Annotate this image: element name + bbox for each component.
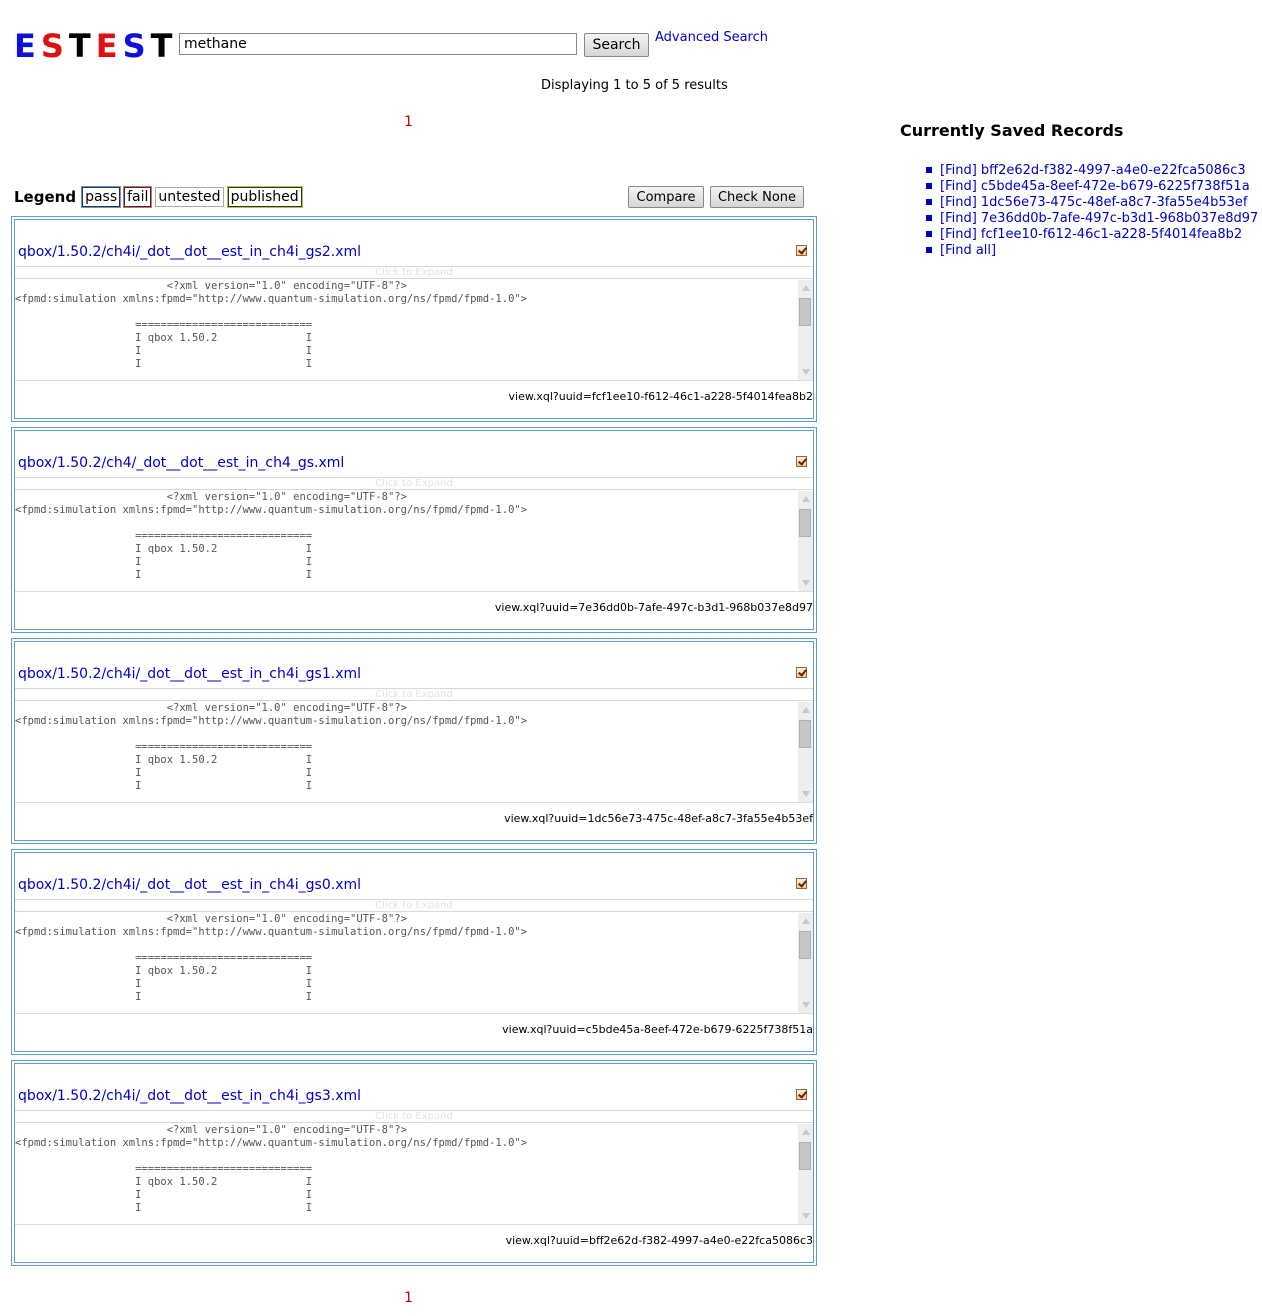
record-body bbox=[14, 430, 814, 630]
scroll-thumb[interactable] bbox=[799, 720, 811, 748]
record-select-checkbox[interactable] bbox=[796, 456, 807, 467]
scroll-up-arrow-icon[interactable] bbox=[802, 707, 810, 713]
record-preview[interactable] bbox=[15, 280, 813, 381]
scroll-down-arrow-icon[interactable] bbox=[802, 1002, 810, 1008]
record-select-checkbox[interactable] bbox=[796, 878, 807, 889]
scroll-thumb[interactable] bbox=[799, 1142, 811, 1170]
click-to-expand[interactable]: Click to Expand bbox=[15, 688, 813, 701]
record-select-checkbox[interactable] bbox=[796, 1089, 807, 1100]
advanced-search-link[interactable]: Advanced Search bbox=[655, 30, 769, 45]
record-preview[interactable] bbox=[15, 491, 813, 592]
legend-published: published bbox=[228, 187, 302, 207]
results-summary: Displaying 1 to 5 of 5 results bbox=[541, 78, 728, 93]
record-title-link[interactable]: qbox/1.50.2/ch4i/_dot__dot__est_in_ch4i_gs0.xml bbox=[18, 877, 361, 893]
estest-logo[interactable] bbox=[14, 26, 177, 66]
record-view-link[interactable]: view.xql?uuid=1dc56e73-475c-48ef-a8c7-3fa55e4b53ef bbox=[504, 812, 813, 825]
record-view-link[interactable]: view.xql?uuid=c5bde45a-8eef-472e-b679-6225f738f51a bbox=[502, 1023, 813, 1036]
record-body bbox=[14, 219, 814, 419]
record-title-link[interactable]: qbox/1.50.2/ch4i/_dot__dot__est_in_ch4i_gs2.xml bbox=[18, 244, 361, 260]
record-body bbox=[14, 641, 814, 841]
record-select-checkbox[interactable] bbox=[796, 667, 807, 678]
record-title-link[interactable]: qbox/1.50.2/ch4i/_dot__dot__est_in_ch4i_gs1.xml bbox=[18, 666, 361, 682]
scroll-down-arrow-icon[interactable] bbox=[802, 369, 810, 375]
click-to-expand[interactable]: Click to Expand bbox=[15, 477, 813, 490]
page-link-bottom[interactable]: 1 bbox=[404, 1290, 413, 1306]
result-record bbox=[11, 427, 817, 633]
click-to-expand[interactable]: Click to Expand bbox=[15, 899, 813, 912]
record-title-link[interactable]: qbox/1.50.2/ch4/_dot__dot__est_in_ch4_gs.xml bbox=[18, 455, 345, 471]
saved-records-title: Currently Saved Records bbox=[900, 121, 1124, 140]
page-link-top[interactable]: 1 bbox=[404, 114, 413, 130]
legend-title: Legend bbox=[14, 188, 77, 206]
scroll-down-arrow-icon[interactable] bbox=[802, 791, 810, 797]
record-preview-text: <?xml version="1.0" encoding="UTF-8"?> <fpmd:simulation xmlns:fpmd="http://www.quantum-simulation.org/ns/fpmd/fpmd-1.0"> ============================ I qbox 1.50.2 I I I I I bbox=[15, 913, 528, 1003]
logo-letter: E bbox=[95, 27, 123, 65]
preview-scrollbar[interactable] bbox=[798, 491, 813, 591]
find-all-link[interactable]: [Find all] bbox=[926, 243, 1258, 259]
saved-record-link[interactable]: [Find] fcf1ee10-f612-46c1-a228-5f4014fea8b2 bbox=[926, 227, 1258, 243]
record-preview-text: <?xml version="1.0" encoding="UTF-8"?> <fpmd:simulation xmlns:fpmd="http://www.quantum-simulation.org/ns/fpmd/fpmd-1.0"> ============================ I qbox 1.50.2 I I I I I bbox=[15, 702, 528, 792]
record-view-link[interactable]: view.xql?uuid=fcf1ee10-f612-46c1-a228-5f4014fea8b2 bbox=[508, 390, 813, 403]
record-body bbox=[14, 852, 814, 1052]
scroll-thumb[interactable] bbox=[799, 298, 811, 326]
preview-scrollbar[interactable] bbox=[798, 913, 813, 1013]
record-view-link[interactable]: view.xql?uuid=bff2e62d-f382-4997-a4e0-e22fca5086c3 bbox=[505, 1234, 813, 1247]
logo-letter: T bbox=[150, 27, 178, 65]
saved-records-list bbox=[926, 163, 1258, 259]
logo-letter: E bbox=[14, 27, 41, 65]
preview-scrollbar[interactable] bbox=[798, 702, 813, 802]
logo-letter: T bbox=[68, 27, 96, 65]
scroll-thumb[interactable] bbox=[799, 931, 811, 959]
legend bbox=[14, 185, 302, 209]
scroll-up-arrow-icon[interactable] bbox=[802, 918, 810, 924]
record-preview-text: <?xml version="1.0" encoding="UTF-8"?> <fpmd:simulation xmlns:fpmd="http://www.quantum-simulation.org/ns/fpmd/fpmd-1.0"> ============================ I qbox 1.50.2 I I I I I bbox=[15, 491, 528, 581]
check-none-button[interactable]: Check None bbox=[710, 186, 804, 208]
legend-untested: untested bbox=[155, 187, 223, 207]
compare-button[interactable]: Compare bbox=[628, 186, 704, 208]
scroll-up-arrow-icon[interactable] bbox=[802, 496, 810, 502]
logo-letter: S bbox=[122, 27, 151, 65]
record-title-link[interactable]: qbox/1.50.2/ch4i/_dot__dot__est_in_ch4i_gs3.xml bbox=[18, 1088, 361, 1104]
result-record bbox=[11, 849, 817, 1055]
legend-fail: fail bbox=[124, 187, 151, 207]
scroll-up-arrow-icon[interactable] bbox=[802, 285, 810, 291]
preview-scrollbar[interactable] bbox=[798, 1124, 813, 1224]
result-record bbox=[11, 1060, 817, 1266]
click-to-expand[interactable]: Click to Expand bbox=[15, 266, 813, 279]
preview-scrollbar[interactable] bbox=[798, 280, 813, 380]
record-preview[interactable] bbox=[15, 913, 813, 1014]
record-preview-text: <?xml version="1.0" encoding="UTF-8"?> <fpmd:simulation xmlns:fpmd="http://www.quantum-simulation.org/ns/fpmd/fpmd-1.0"> ============================ I qbox 1.50.2 I I I I I bbox=[15, 280, 528, 370]
legend-pass: pass bbox=[82, 187, 120, 207]
record-preview-text: <?xml version="1.0" encoding="UTF-8"?> <fpmd:simulation xmlns:fpmd="http://www.quantum-simulation.org/ns/fpmd/fpmd-1.0"> ============================ I qbox 1.50.2 I I I I I bbox=[15, 1124, 528, 1214]
record-body bbox=[14, 1063, 814, 1263]
scroll-thumb[interactable] bbox=[799, 509, 811, 537]
scroll-down-arrow-icon[interactable] bbox=[802, 1213, 810, 1219]
record-preview[interactable] bbox=[15, 1124, 813, 1225]
scroll-up-arrow-icon[interactable] bbox=[802, 1129, 810, 1135]
saved-record-link[interactable]: [Find] 1dc56e73-475c-48ef-a8c7-3fa55e4b53ef bbox=[926, 195, 1258, 211]
click-to-expand[interactable]: Click to Expand bbox=[15, 1110, 813, 1123]
result-record bbox=[11, 216, 817, 422]
logo-letter: S bbox=[40, 27, 69, 65]
result-record bbox=[11, 638, 817, 844]
record-preview[interactable] bbox=[15, 702, 813, 803]
search-input[interactable] bbox=[179, 33, 577, 55]
saved-record-link[interactable]: [Find] c5bde45a-8eef-472e-b679-6225f738f51a bbox=[926, 179, 1258, 195]
record-select-checkbox[interactable] bbox=[796, 245, 807, 256]
search-button[interactable]: Search bbox=[584, 33, 649, 57]
record-view-link[interactable]: view.xql?uuid=7e36dd0b-7afe-497c-b3d1-968b037e8d97 bbox=[494, 601, 813, 614]
scroll-down-arrow-icon[interactable] bbox=[802, 580, 810, 586]
saved-record-link[interactable]: [Find] bff2e62d-f382-4997-a4e0-e22fca5086c3 bbox=[926, 163, 1258, 179]
saved-record-link[interactable]: [Find] 7e36dd0b-7afe-497c-b3d1-968b037e8d97 bbox=[926, 211, 1258, 227]
